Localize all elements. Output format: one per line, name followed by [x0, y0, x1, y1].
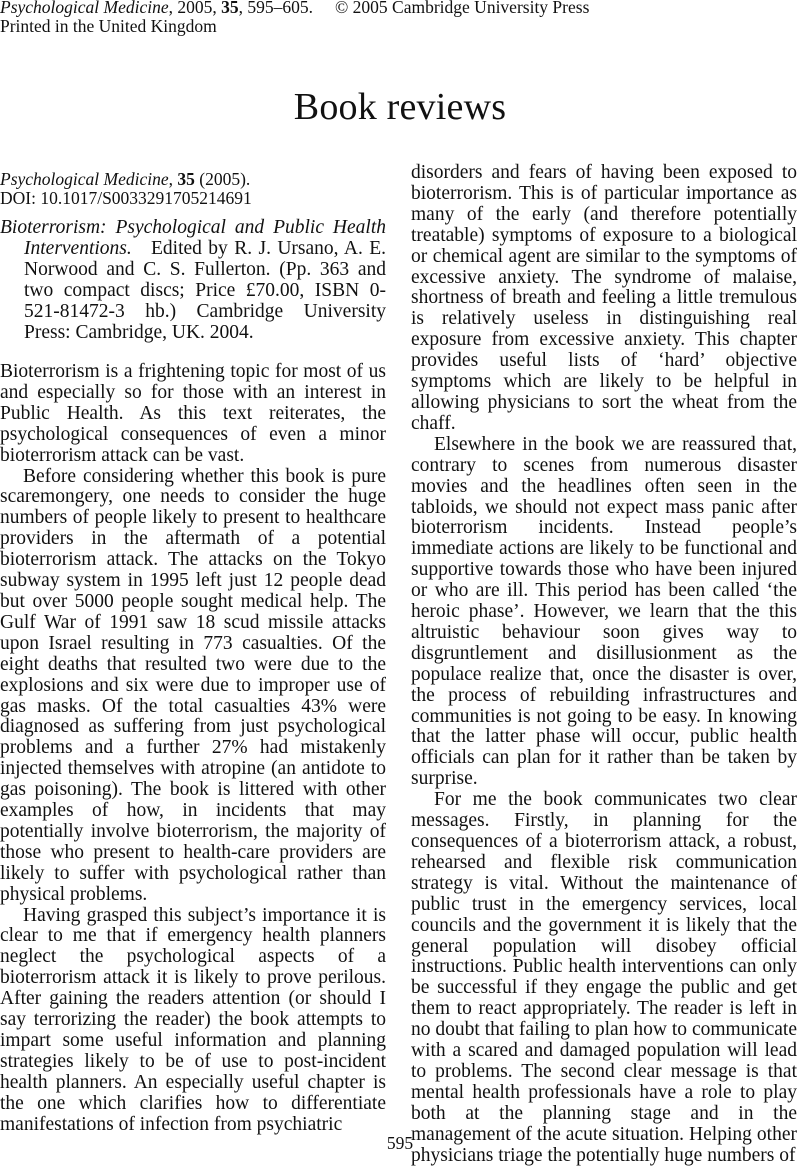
- running-head: [0, 0, 589, 36]
- book-details: Edited by R. J. Ursano, A. E. Norwood and C. S. Fullerton. (Pp. 363 and two compact discs; Price £70.00, ISBN 0-521-81472-3 hb.) Cambridge University Press: Cambridge, UK. 2004.: [24, 238, 387, 343]
- journal-line: [0, 0, 589, 17]
- page-range: , 595–605.: [238, 0, 313, 17]
- paragraph: Bioterrorism is a frightening topic for most of us and especially so for those with an interest in Public Health. As this text reiterates, the psychological consequences of even a minor bioterrorism attack can be vast.: [0, 361, 386, 466]
- paragraph-continued: disorders and fears of having been exposed to bioterrorism. This is of particular importance as many of the early (and therefore potentially treatable) symptoms of exposure to a biological or chemical agent are similar to the symptoms of excessive anxiety. The syndrome of malaise, shortness of breath and feeling a little tremulous is relatively useless in distinguishing real exposure from excessive anxiety. This chapter provides useful lists of ‘hard’ objective symptoms which are likely to be helpful in allowing physicians to sort the wheat from the chaff.: [411, 162, 797, 434]
- copyright: © 2005 Cambridge University Press: [335, 0, 590, 17]
- section-title: Book reviews: [293, 86, 507, 128]
- citation: [0, 170, 386, 207]
- citation-volume: 35: [177, 169, 195, 189]
- journal-name: Psychological Medicine: [0, 0, 169, 17]
- book-bibliography: [0, 217, 386, 343]
- printed-line: Printed in the United Kingdom: [0, 16, 217, 36]
- citation-journal-line: Psychological Medicine, 35 (2005).: [0, 169, 251, 189]
- doi: DOI: 10.1017/S0033291705214691: [0, 187, 252, 208]
- paragraph: Before considering whether this book is pure scaremongery, one needs to consider the huge numbers of people likely to present to healthcare providers in the aftermath of a potential bioterrorism attack. The attacks on the Tokyo subway system in 1995 left just 12 people dead but over 5000 people sought medical help. The Gulf War of 1991 saw 18 scud missile attacks upon Israel resulting in 773 casualties. Of the eight deaths that resulted two were due to the explosions and six were due to improper use of gas masks. Of the total casualties 43% were diagnosed as suffering from just psychological problems and a further 27% had mistakenly injected themselves with atropine (an antidote to gas poisoning). The book is littered with other examples of how, in incidents that may potentially involve bioterrorism, the majority of those who present to health-care providers are likely to suffer with psychological rather than physical problems.: [0, 465, 386, 905]
- paragraph: Elsewhere in the book we are reassured that, contrary to scenes from numerous disaster movies and the headlines often seen in the tabloids, we should not expect mass panic after bioterrorism incidents. Instead people’s immediate actions are likely to be functional and supportive towards those who have been injured or who are ill. This period has been called ‘the heroic phase’. However, we learn that the this altruistic behaviour soon gives way to disgruntlement and disillusionment as the populace realize that, once the disaster is over, the process of rebuilding infrastructures and communities is not going to be easy. In knowing that the latter phase will occur, public health officials can plan for it rather than be taken by surprise.: [411, 433, 797, 790]
- volume: 35: [221, 0, 239, 17]
- book-title: Bioterrorism: Psychological and Public Health Interventions.: [0, 217, 386, 259]
- citation-year: (2005).: [194, 169, 251, 189]
- left-column: [0, 164, 386, 1136]
- page-number: 595: [386, 1133, 414, 1153]
- paragraph: Having grasped this subject’s importance it is clear to me that if emergency health planners neglect the psychological aspects of a bioterrorism attack it is likely to prove perilous. After gaining the readers attention (or should I say terrorizing the reader) the book attempts to impart some useful information and planning strategies likely to be of use to post-incident health planners. An especially useful chapter is the one which clarifies how to differentiate manifestations of infection from psychiatric: [0, 904, 386, 1135]
- right-column: [411, 163, 797, 1167]
- paragraph: For me the book communicates two clear messages. Firstly, in planning for the consequences of a bioterrorism attack, a robust, rehearsed and flexible risk communication strategy is vital. Without the maintenance of public trust in the emergency services, local councils and the government it is likely that the general population will disobey official instructions. Public health interventions can only be successful if they engage the public and get them to react appropriately. The reader is left in no doubt that failing to plan how to communicate with a scared and damaged population will lead to problems. The second clear message is that mental health professionals have a role to play both at the planning stage and in the management of the acute situation. Helping other physicians triage the potentially huge numbers of: [411, 789, 797, 1166]
- year: , 2005,: [168, 0, 222, 17]
- citation-journal: Psychological Medicine: [0, 169, 169, 189]
